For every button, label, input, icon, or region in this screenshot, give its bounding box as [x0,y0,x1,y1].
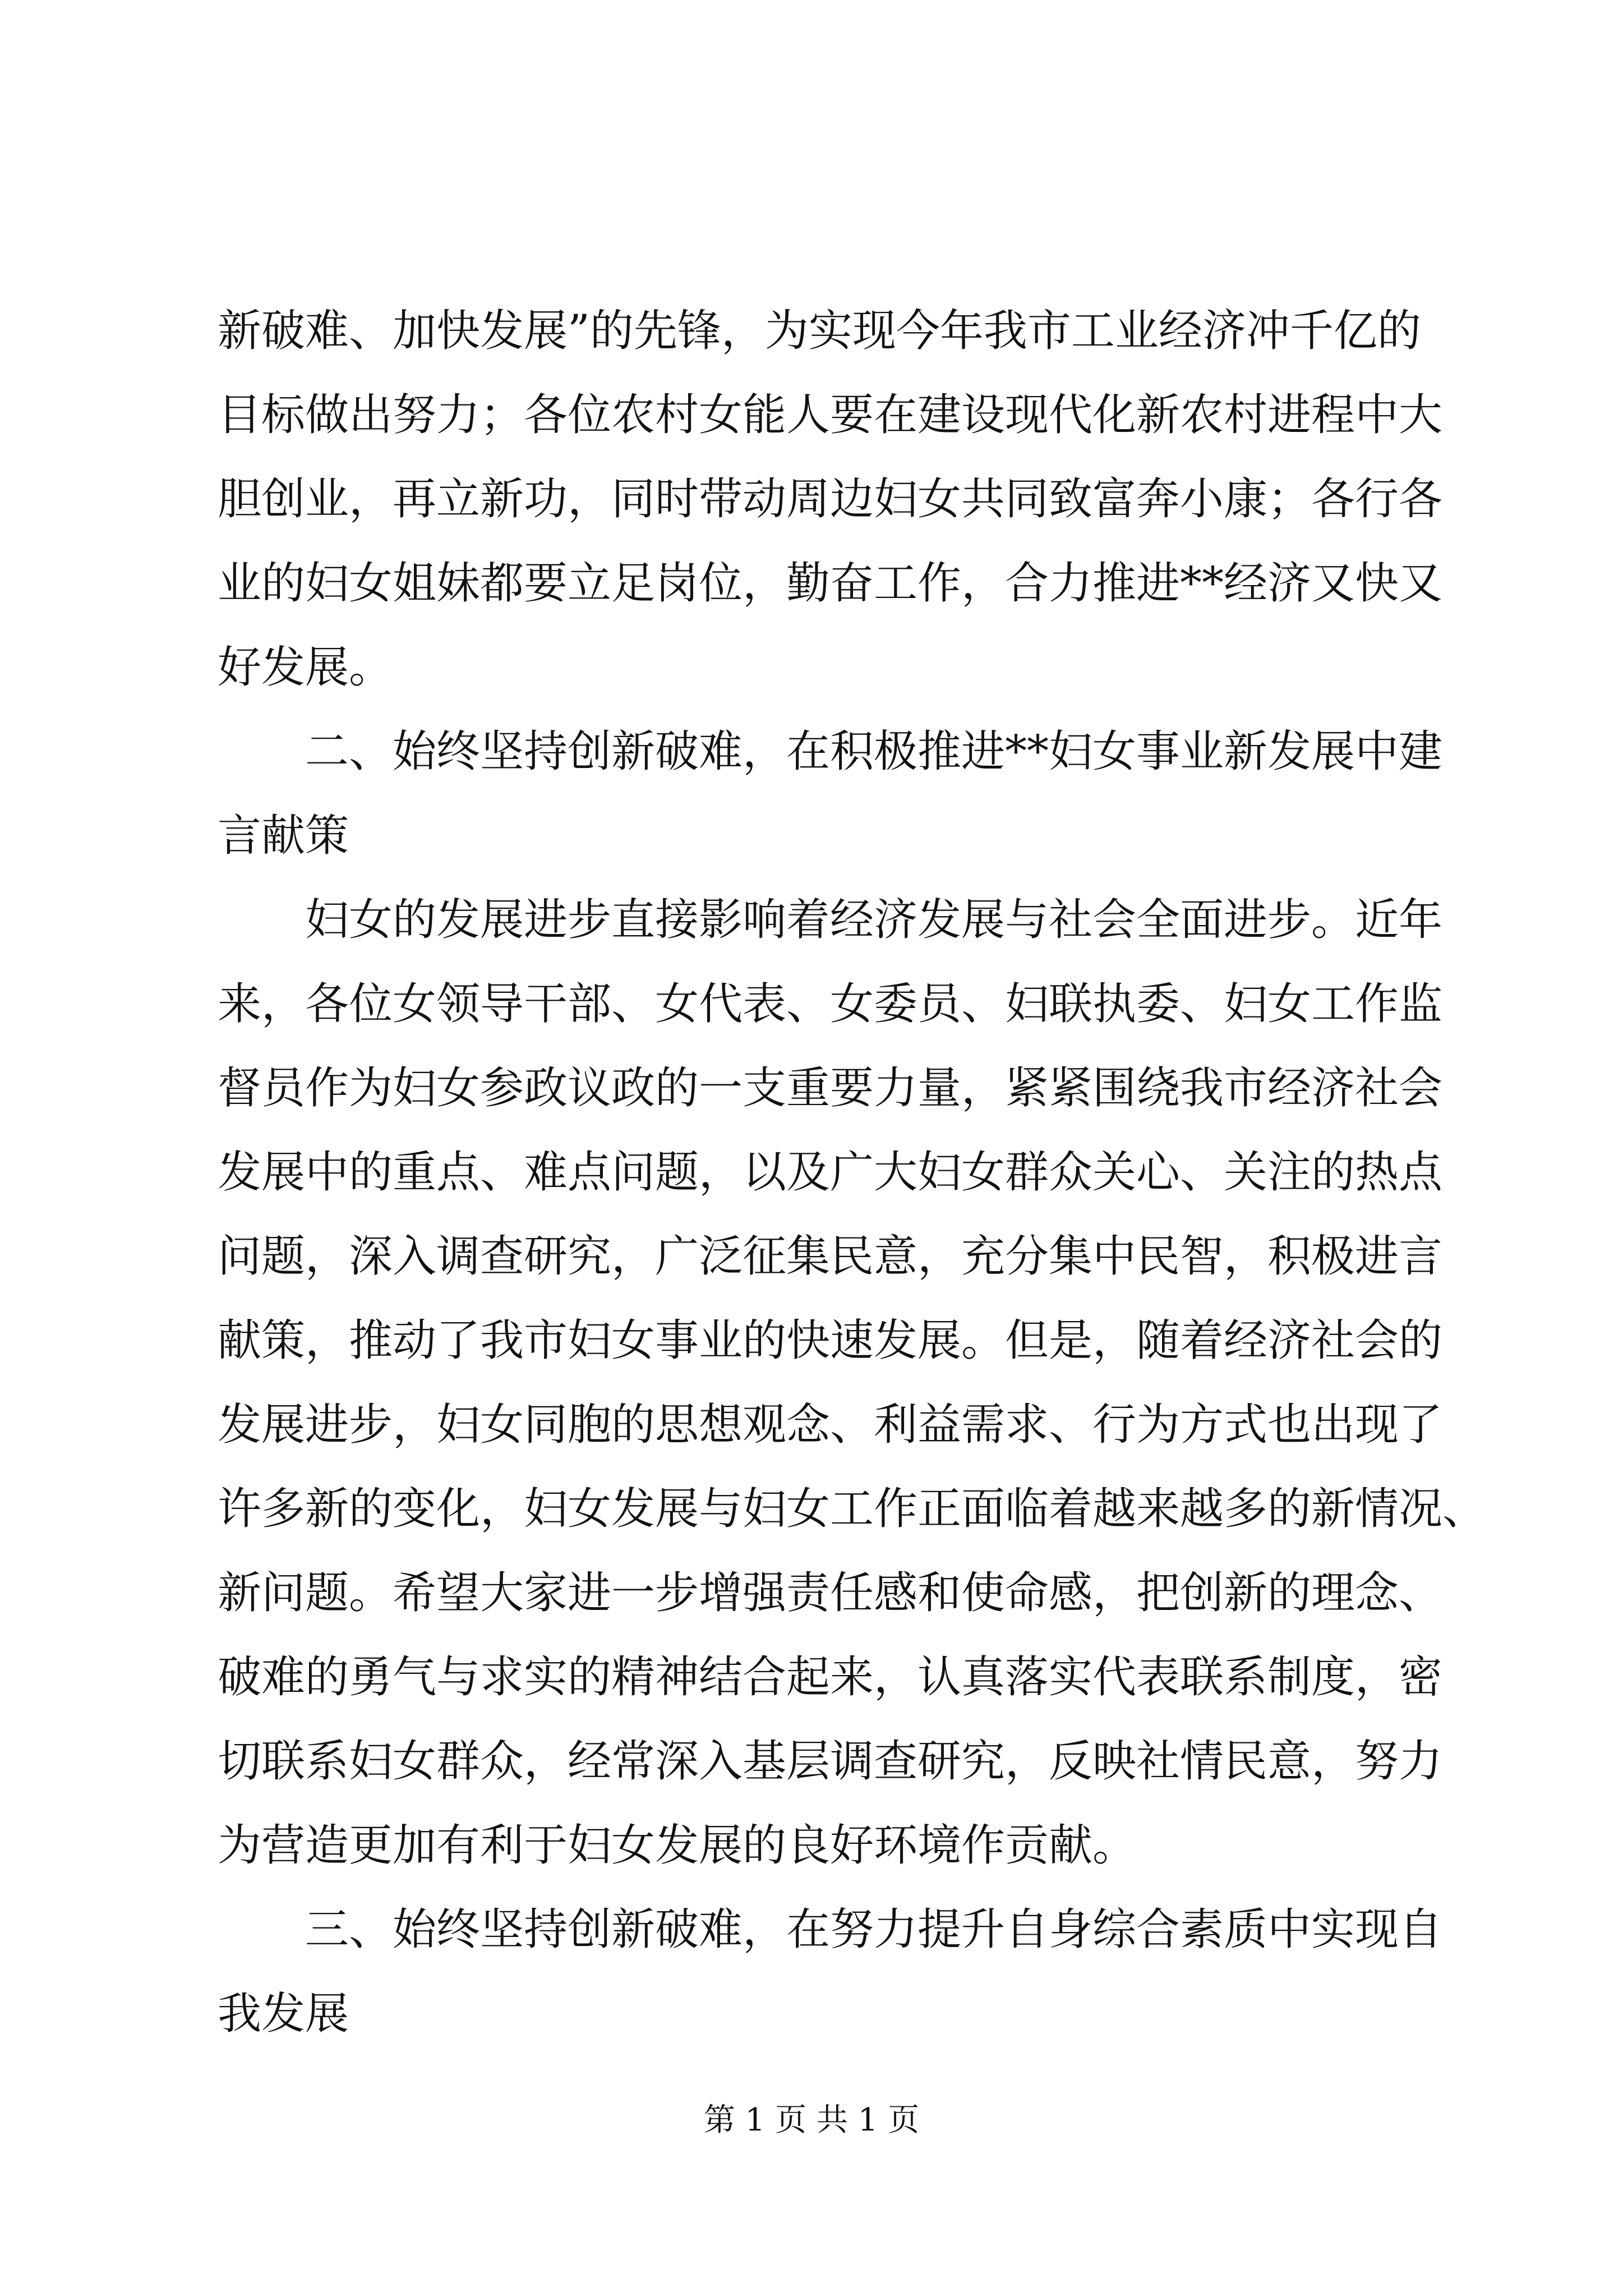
body-text-line: 许多新的变化，妇女发展与妇女工作正面临着越来越多的新情况、 [218,1484,1487,1534]
body-text-line: 目标做出努力；各位农村女能人要在建设现代化新农村进程中大 [218,390,1443,440]
body-text-line: 发展进步，妇女同胞的思想观念、利益需求、行为方式也出现了 [218,1400,1443,1450]
body-text-line: 胆创业，再立新功，同时带动周边妇女共同致富奔小康；各行各 [218,474,1443,524]
body-text-line: 新破难、加快发展”的先锋，为实现今年我市工业经济冲千亿的 [218,306,1421,356]
body-text-line: 为营造更加有利于妇女发展的良好环境作贡献。 [218,1820,1137,1871]
body-text-line: 切联系妇女群众，经常深入基层调查研究，反映社情民意，努力 [218,1736,1443,1787]
body-text-line: 督员作为妇女参政议政的一支重要力量，紧紧围绕我市经济社会 [218,1063,1443,1114]
section-heading-line: 三、始终坚持创新破难，在努力提升自身综合素质中实现自 [305,1904,1443,1955]
body-text-line: 妇女的发展进步直接影响着经济发展与社会全面进步。近年 [305,895,1443,945]
body-text-line: 破难的勇气与求实的精神结合起来，认真落实代表联系制度，密 [218,1652,1443,1703]
body-text-line: 好发展。 [218,642,393,693]
body-text-line: 发展中的重点、难点问题，以及广大妇女群众关心、关注的热点 [218,1147,1443,1198]
body-text-line: 问题，深入调查研究，广泛征集民意，充分集中民智，积极进言 [218,1231,1443,1282]
section-heading-line: 言献策 [218,811,349,861]
body-text-line: 新问题。希望大家进一步增强责任感和使命感，把创新的理念、 [218,1568,1443,1618]
page-number-footer: 第 1 页 共 1 页 [703,2102,920,2138]
body-text-line: 来，各位女领导干部、女代表、女委员、妇联执委、妇女工作监 [218,979,1443,1029]
section-heading-line: 二、始终坚持创新破难，在积极推进**妇女事业新发展中建 [305,726,1443,777]
section-heading-line: 我发展 [218,1989,349,2039]
body-text-line: 献策，推动了我市妇女事业的快速发展。但是，随着经济社会的 [218,1315,1443,1366]
body-text-line: 业的妇女姐妹都要立足岗位，勤奋工作，合力推进**经济又快又 [218,558,1443,609]
